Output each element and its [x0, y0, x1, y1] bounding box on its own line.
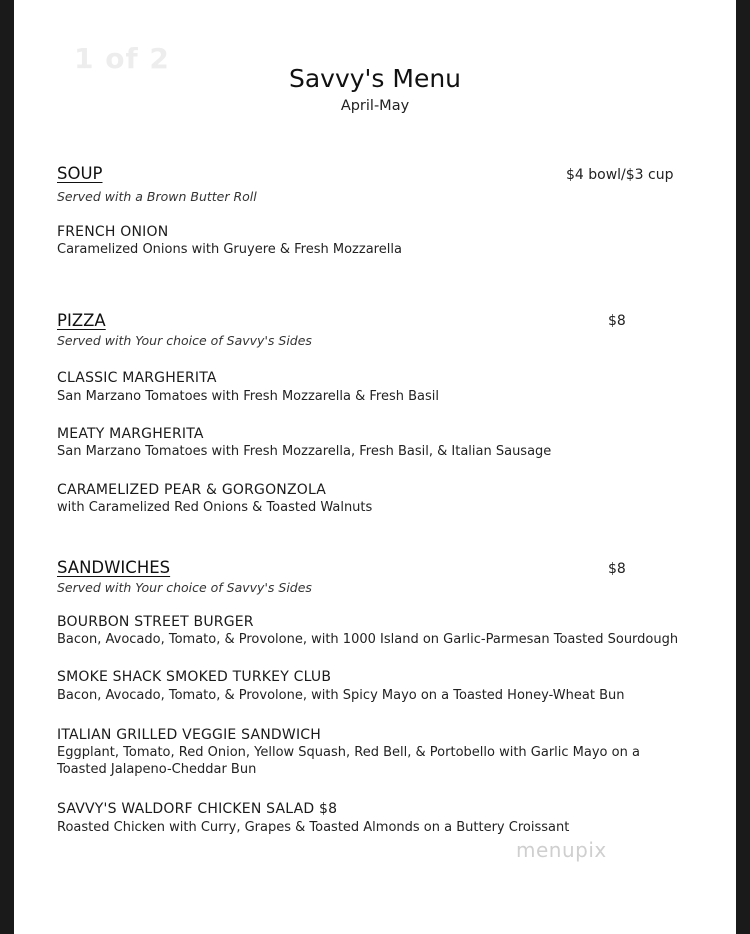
sandwich-item-name: ITALIAN GRILLED VEGGIE SANDWICH [57, 727, 321, 743]
sandwich-item-desc: Toasted Jalapeno-Cheddar Bun [57, 762, 257, 777]
soup-note: Served with a Brown Butter Roll [57, 189, 257, 204]
soup-item-desc: Caramelized Onions with Gruyere & Fresh Mozzarella [57, 242, 402, 257]
sandwiches-heading: SANDWICHES [57, 558, 171, 577]
pizza-price: $8 [608, 313, 626, 329]
pizza-heading: PIZZA [57, 311, 106, 330]
pizza-item-desc: San Marzano Tomatoes with Fresh Mozzarella & Fresh Basil [57, 389, 439, 404]
pizza-item-name: MEATY MARGHERITA [57, 426, 204, 442]
pizza-item-name: CARAMELIZED PEAR & GORGONZOLA [57, 482, 327, 498]
sandwich-item-name: SMOKE SHACK SMOKED TURKEY CLUB [57, 669, 332, 685]
soup-item-name: FRENCH ONION [57, 224, 169, 240]
pizza-item-name: CLASSIC MARGHERITA [57, 370, 217, 386]
sandwich-item-desc: Eggplant, Tomato, Red Onion, Yellow Squash, Red Bell, & Portobello with Garlic Mayo on a [57, 745, 640, 760]
menu-subtitle: April-May [340, 98, 410, 114]
sandwiches-note: Served with Your choice of Savvy's Sides [57, 580, 312, 595]
sandwiches-price: $8 [608, 561, 626, 577]
pizza-item-desc: San Marzano Tomatoes with Fresh Mozzarella, Fresh Basil, & Italian Sausage [57, 444, 552, 459]
soup-heading: SOUP [57, 164, 103, 183]
sandwich-item-desc: Bacon, Avocado, Tomato, & Provolone, with 1000 Island on Garlic-Parmesan Toasted Sourdough [57, 632, 679, 647]
menupix-watermark: menupix [516, 838, 607, 862]
pizza-item-desc: with Caramelized Red Onions & Toasted Walnuts [57, 500, 373, 515]
page-indicator: 1 of 2 [74, 42, 170, 75]
sandwich-item-name: BOURBON STREET BURGER [57, 614, 254, 630]
sandwich-item-desc: Roasted Chicken with Curry, Grapes & Toasted Almonds on a Buttery Croissant [57, 820, 570, 835]
soup-price: $4 bowl/$3 cup [566, 167, 674, 183]
menu-page [14, 0, 736, 934]
sandwich-item-desc: Bacon, Avocado, Tomato, & Provolone, with Spicy Mayo on a Toasted Honey-Wheat Bun [57, 688, 625, 703]
pizza-note: Served with Your choice of Savvy's Sides [57, 333, 312, 348]
sandwich-item-name: SAVVY'S WALDORF CHICKEN SALAD $8 [57, 801, 338, 817]
menu-title: Savvy's Menu [288, 64, 462, 93]
